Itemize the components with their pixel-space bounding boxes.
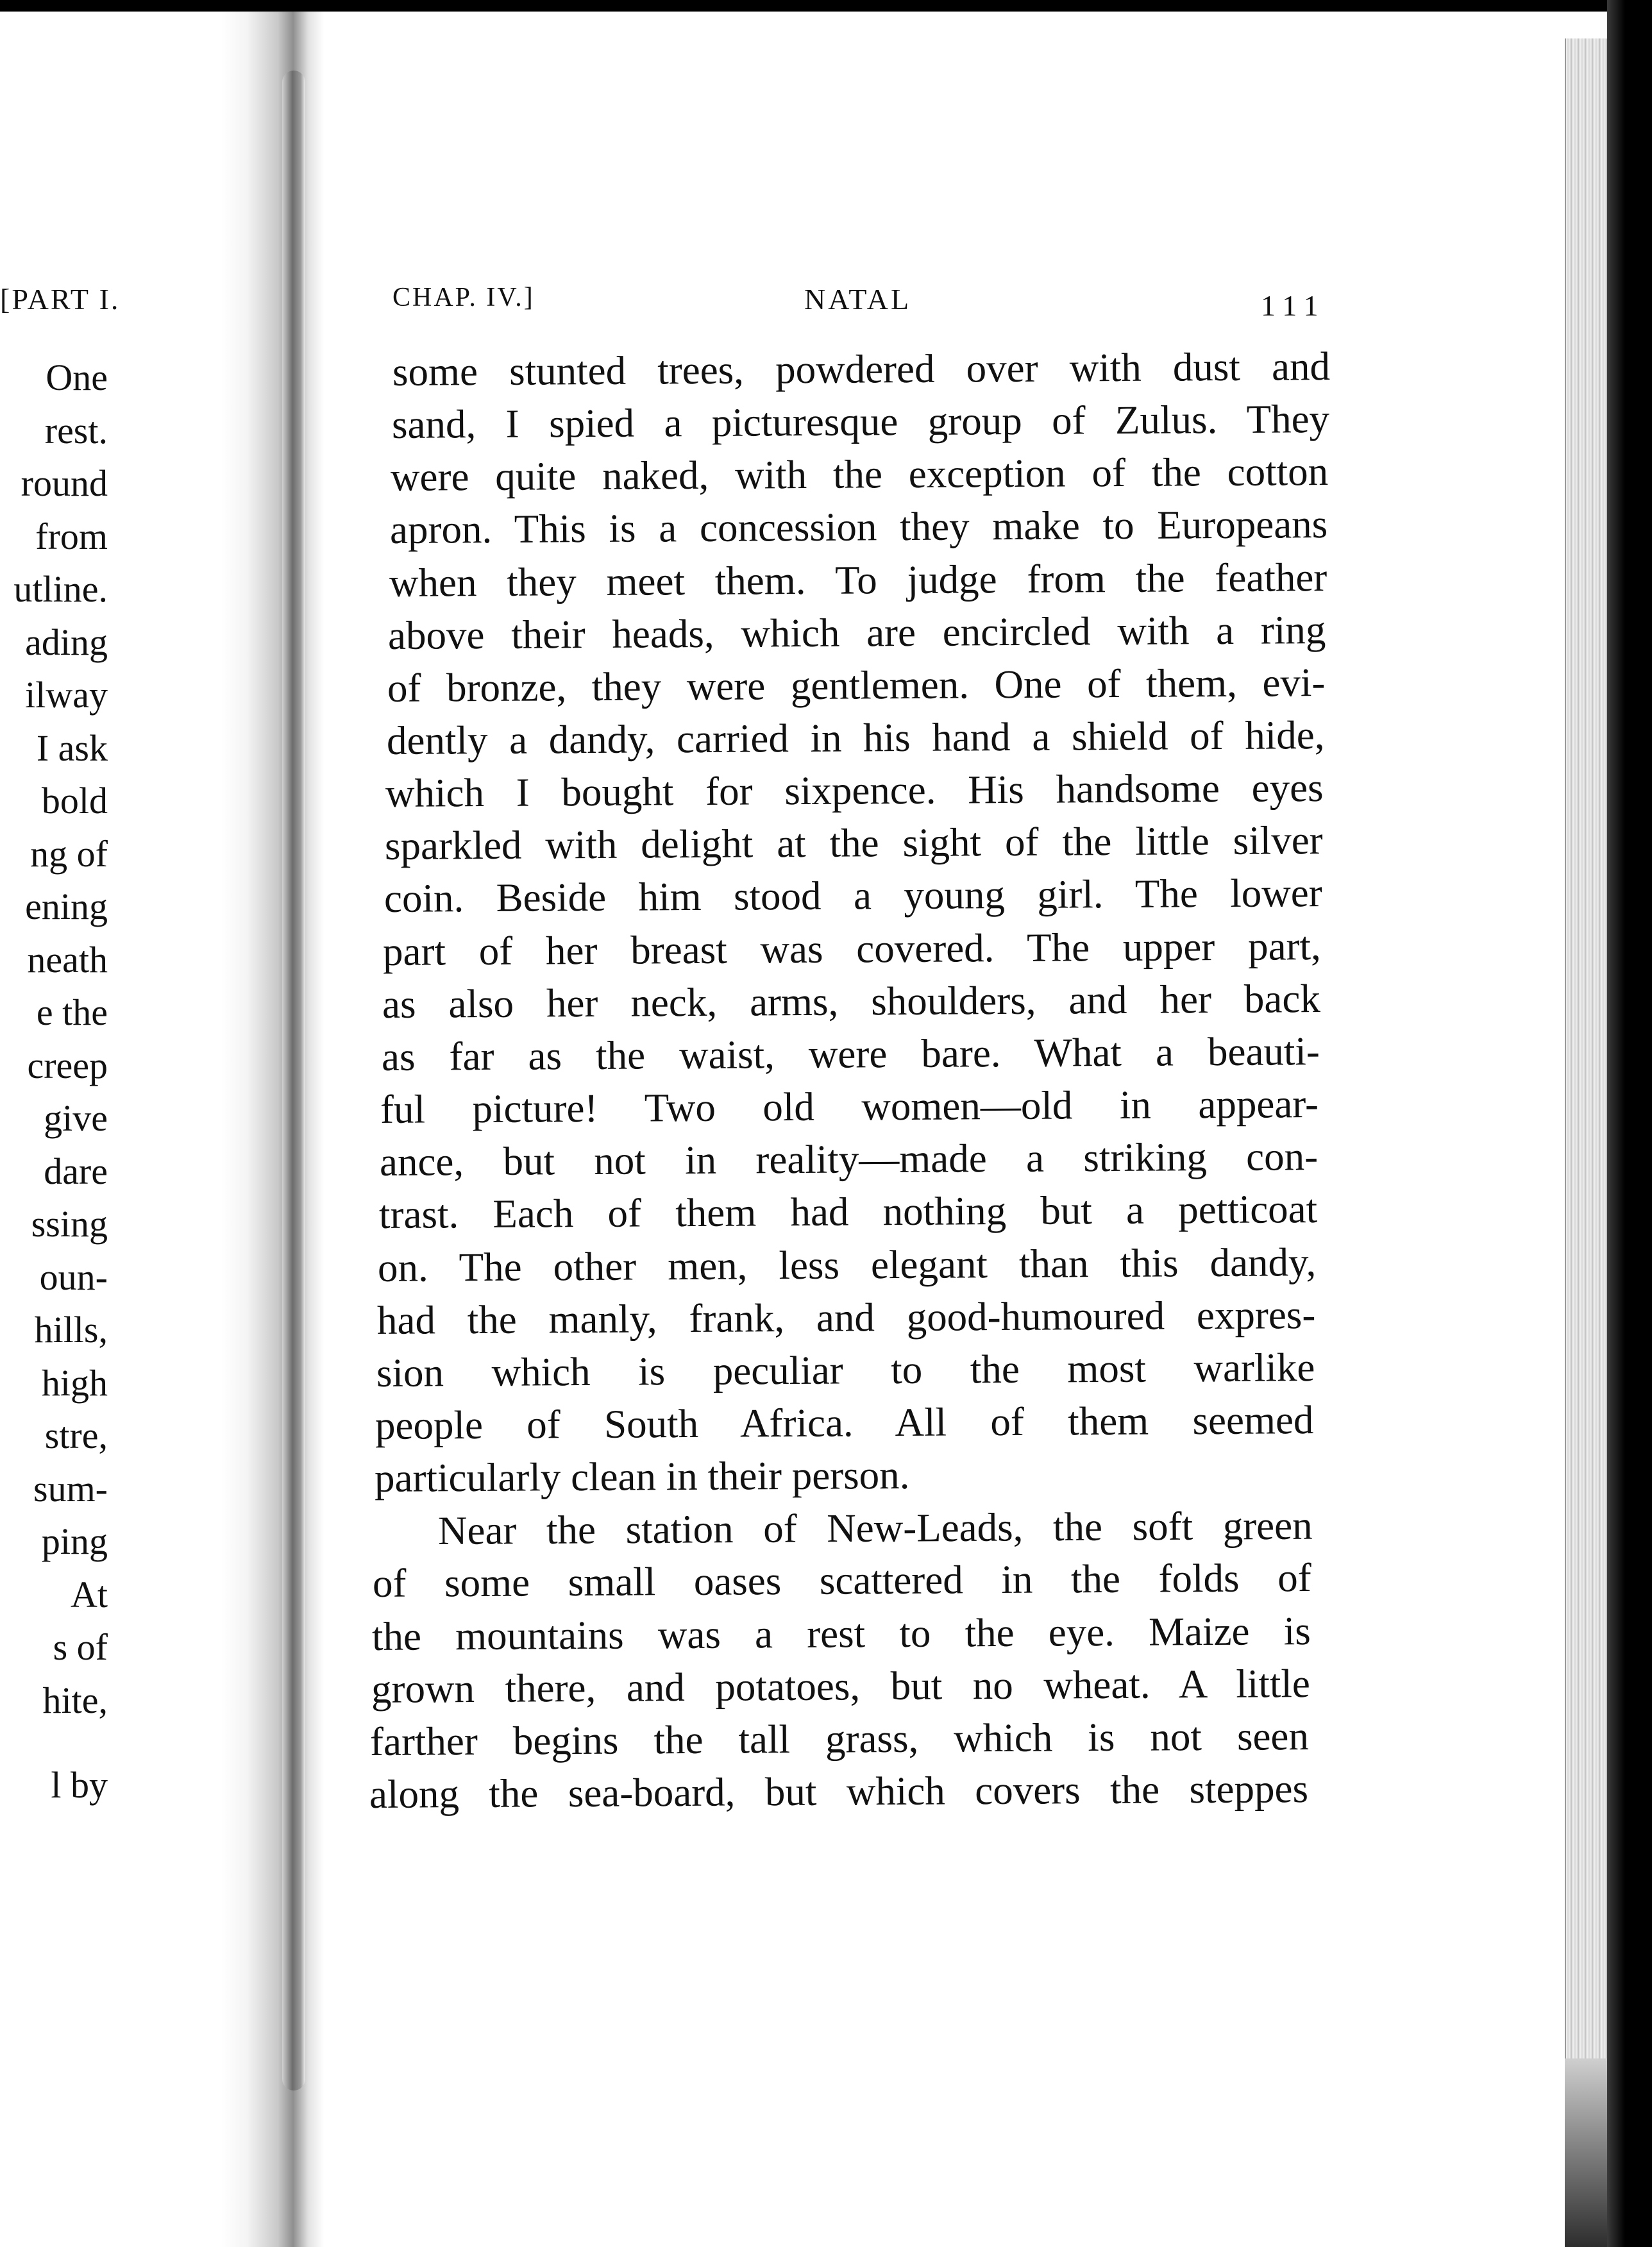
scan-border-right [1607, 0, 1652, 2247]
body-text-line: sand, I spied a picturesque group of Zulus. They [391, 396, 1329, 448]
left-page-line: stre, [44, 1415, 108, 1456]
body-text-line: along the sea-board, but which covers the steppes [369, 1766, 1309, 1817]
left-page-line: bold [41, 780, 108, 821]
body-text-line: above their heads, which are encircled with a ring [388, 607, 1326, 658]
left-page-line: oun- [39, 1256, 108, 1298]
left-page-line: e the [36, 991, 108, 1033]
body-text-line: when they meet them. To judge from the feather [389, 554, 1328, 605]
book-gutter [221, 12, 324, 2247]
body-text-line: were quite naked, with the exception of the cotton [391, 449, 1329, 500]
body-text-line: coin. Beside him stood a young girl. The lower [384, 870, 1322, 922]
left-page-line: utline. [13, 568, 108, 610]
body-text-line: grown there, and potatoes, but no wheat. A little [371, 1660, 1310, 1712]
body-text-line: as far as the waist, were bare. What a beauti- [381, 1028, 1320, 1079]
left-page-line: rest. [44, 409, 108, 451]
left-page-line: ssing [31, 1203, 108, 1245]
left-page-line: I ask [36, 727, 108, 769]
left-page-line: One [46, 357, 108, 398]
body-text-line: which I bought for sixpence. His handsome eyes [385, 765, 1324, 816]
body-text-line: of some small oases scattered in the folds of [373, 1555, 1312, 1606]
page-number: 111 [1261, 289, 1326, 322]
body-text-line: trast. Each of them had nothing but a petticoat [378, 1186, 1318, 1238]
body-text-line: ance, but not in reality—made a striking con- [379, 1134, 1319, 1185]
left-page-line: l by [51, 1763, 108, 1806]
left-page-line: ading [25, 621, 108, 663]
body-text-line: the mountains was a rest to the eye. Maize is [371, 1608, 1311, 1659]
left-page-line: s of [53, 1626, 108, 1668]
left-page-line: ng of [30, 832, 108, 875]
left-page-line: hills, [34, 1309, 108, 1351]
page-fore-edge-shadow [1565, 2058, 1613, 2247]
left-page-line: ilway [25, 674, 108, 716]
body-text-line: dently a dandy, carried in his hand a shield of hide, [386, 712, 1325, 764]
left-page-line: ping [41, 1520, 108, 1562]
chapter-running-head: CHAP. IV.] [392, 283, 535, 312]
body-text-line: Near the station of New-Leads, the soft green [437, 1502, 1313, 1554]
left-page-line: high [41, 1361, 108, 1404]
scan-border-top [0, 0, 1652, 12]
body-text-line: of bronze, they were gentlemen. One of them, evi- [387, 659, 1326, 711]
page-title: NATAL [804, 283, 912, 316]
body-text-line: farther begins the tall grass, which is not seen [370, 1713, 1310, 1764]
gutter-shadow [282, 71, 305, 2091]
body-text-line: some stunted trees, powdered over with dust and [392, 344, 1331, 394]
body-text-line: part of her breast was covered. The upper part, [383, 923, 1322, 974]
body-text-line: sparkled with delight at the sight of the little silver [384, 818, 1323, 869]
body-text-line: people of South Africa. All of them seemed [375, 1397, 1314, 1448]
left-page-line: from [35, 515, 108, 557]
body-text-line: sion which is peculiar to the most warlike [376, 1344, 1315, 1395]
left-page-line: hite, [42, 1679, 108, 1721]
left-page-line: dare [44, 1150, 108, 1192]
left-page-line: sum- [33, 1467, 108, 1510]
body-text-line: particularly clean in their person. [374, 1452, 910, 1501]
left-page-line: At [71, 1573, 108, 1615]
left-page-line: neath [27, 938, 108, 980]
left-page-line: round [21, 462, 108, 504]
body-text-line: on. The other men, less elegant than this dandy, [378, 1239, 1317, 1290]
body-text-line: apron. This is a concession they make to Europeans [389, 501, 1328, 553]
left-page-line: creep [27, 1044, 108, 1086]
body-text-line: ful picture! Two old women—old in appear- [380, 1081, 1319, 1132]
left-page-running-head: [PART I. [0, 283, 121, 316]
body-text-line: as also her neck, arms, shoulders, and her back [382, 975, 1321, 1027]
left-page-line: give [44, 1097, 108, 1139]
left-page-line: ening [25, 886, 108, 927]
body-text-line: had the manly, frank, and good-humoured expres- [376, 1292, 1316, 1343]
